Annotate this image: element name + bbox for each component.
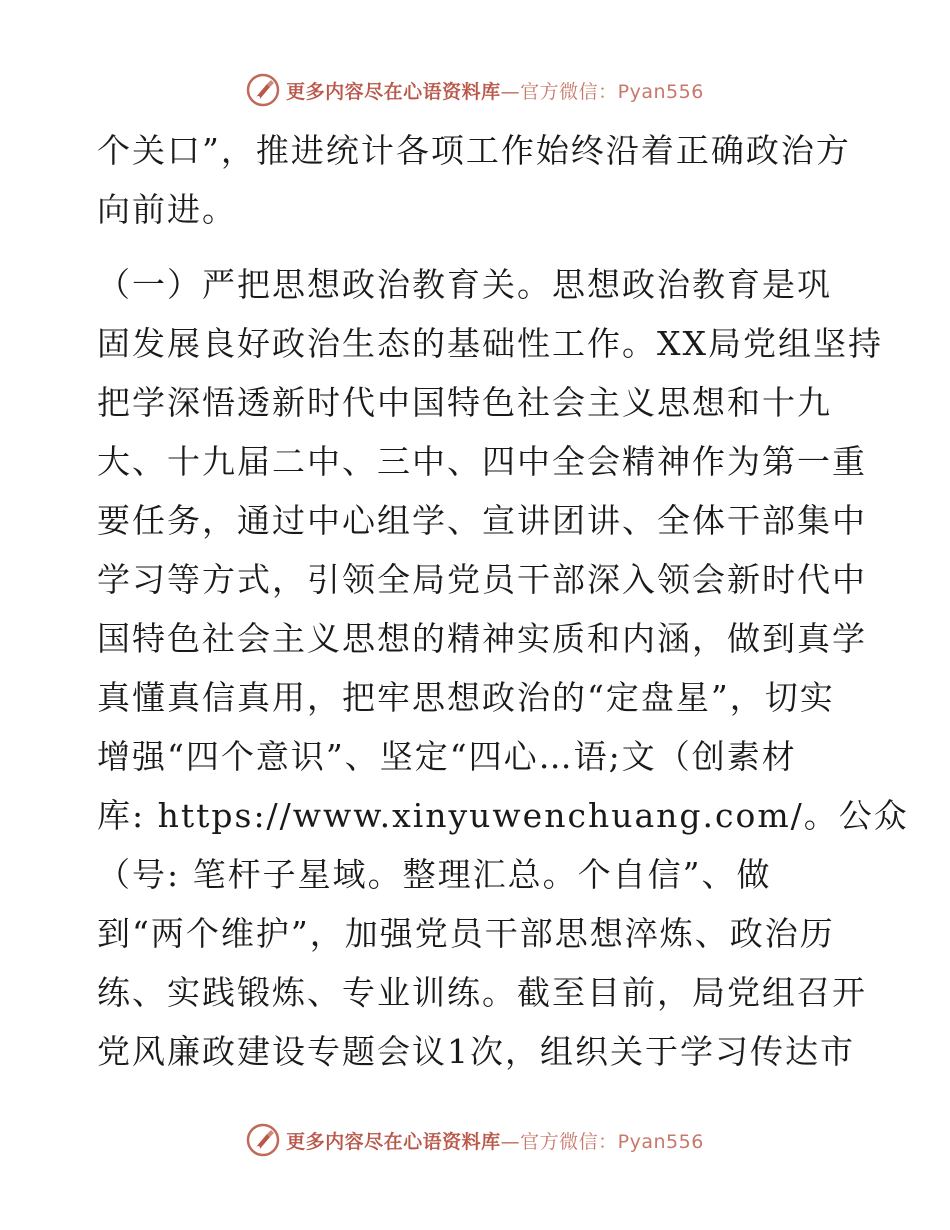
body-line: （号: 笔杆子星域。整理汇总。个自信”、做 [97, 855, 772, 894]
body-line-url: 库: https://www.xinyuwenchuang.com/。公众 [97, 796, 909, 835]
body-line: 要任务，通过中心组学、宣讲团讲、全体干部集中 [97, 501, 867, 540]
header-watermark [0, 70, 950, 110]
body-line: 向前进。 [97, 190, 237, 229]
watermark-brand: 更多内容尽在心语资料库 [286, 80, 501, 103]
document-body [97, 121, 909, 1081]
body-line: 固发展良好政治生态的基础性工作。XX局党组坚持 [97, 324, 883, 363]
section-heading-line: （一）严把思想政治教育关。思想政治教育是巩 [97, 265, 832, 304]
pen-nib-logo-icon [246, 1123, 280, 1157]
watermark-text [286, 77, 704, 104]
body-line: 到“两个维护”，加强党员干部思想淬炼、政治历 [97, 914, 835, 953]
watermark-contact: 官方微信：Pyan556 [520, 1130, 704, 1153]
body-line: 真懂真信真用，把牢思想政治的“定盘星”，切实 [97, 678, 835, 717]
body-line: 学习等方式，引领全局党员干部深入领会新时代中 [97, 560, 867, 599]
body-line: 大、十九届二中、三中、四中全会精神作为第一重 [97, 442, 867, 481]
body-line: 增强“四个意识”、坚定“四心…语;文（创素材 [97, 737, 797, 776]
watermark-brand: 更多内容尽在心语资料库 [286, 1130, 501, 1153]
footer-watermark [0, 1120, 950, 1160]
body-line: 个关口”，推进统计各项工作始终沿着正确政治方 [97, 131, 851, 170]
pen-nib-logo-icon [246, 73, 280, 107]
body-line: 把学深悟透新时代中国特色社会主义思想和十九 [97, 383, 832, 422]
body-line: 国特色社会主义思想的精神实质和内涵，做到真学 [97, 619, 867, 658]
watermark-contact: 官方微信：Pyan556 [520, 80, 704, 103]
watermark-separator: — [500, 1130, 521, 1153]
watermark-separator: — [500, 80, 521, 103]
body-line: 练、实践锻炼、专业训练。截至目前，局党组召开 [97, 973, 867, 1012]
body-line: 党风廉政建设专题会议1次，组织关于学习传达市 [97, 1032, 855, 1071]
watermark-text [286, 1127, 704, 1154]
